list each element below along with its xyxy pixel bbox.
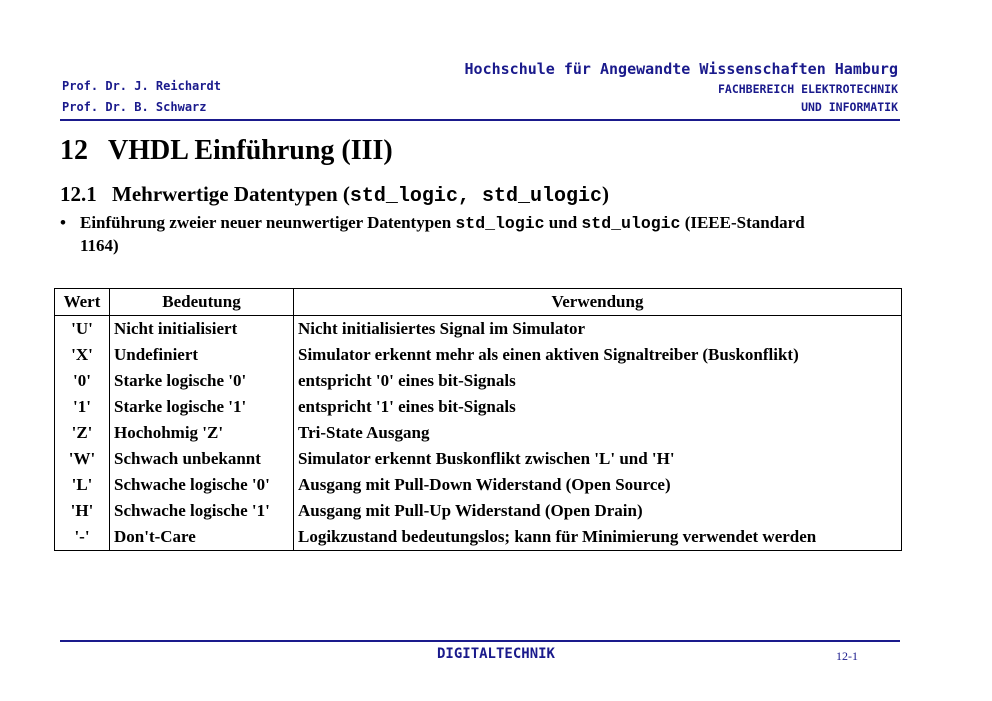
bullet-item	[60, 212, 905, 257]
cell-verwendung: Ausgang mit Pull-Up Widerstand (Open Drain)	[294, 498, 902, 524]
table-row	[55, 316, 902, 343]
table-header-row	[55, 289, 902, 316]
section-title: Mehrwertige Datentypen (	[112, 182, 350, 206]
faculty-line-2: UND INFORMATIK	[801, 100, 898, 114]
table-row	[55, 342, 902, 368]
section-heading	[60, 182, 609, 208]
chapter-number: 12	[60, 135, 88, 166]
bullet-code-2: std_ulogic	[581, 214, 681, 233]
bullet-line-2: 1164)	[80, 236, 119, 255]
bullet-line-1	[60, 212, 905, 235]
header-verwendung: Verwendung	[294, 289, 902, 316]
cell-verwendung: Ausgang mit Pull-Down Widerstand (Open Source)	[294, 472, 902, 498]
bullet-dot-icon: •	[60, 213, 66, 232]
cell-bedeutung: Hochohmig 'Z'	[110, 420, 294, 446]
bullet-text-1: Einführung zweier neuer neunwertiger Datentypen	[80, 213, 456, 232]
cell-bedeutung: Don't-Care	[110, 524, 294, 551]
cell-wert: 'H'	[55, 498, 110, 524]
cell-bedeutung: Starke logische '0'	[110, 368, 294, 394]
bullet-text-2: und	[544, 213, 582, 232]
section-title-code: std_logic, std_ulogic	[349, 185, 602, 208]
header-bedeutung: Bedeutung	[110, 289, 294, 316]
cell-wert: 'Z'	[55, 420, 110, 446]
cell-bedeutung: Nicht initialisiert	[110, 316, 294, 343]
cell-bedeutung: Schwach unbekannt	[110, 446, 294, 472]
section-title-end: )	[601, 182, 609, 206]
page-number: 12-1	[836, 649, 858, 663]
cell-verwendung: entspricht '1' eines bit-Signals	[294, 394, 902, 420]
cell-bedeutung: Schwache logische '0'	[110, 472, 294, 498]
university-name: Hochschule für Angewandte Wissenschaften Hamburg	[464, 60, 898, 78]
cell-bedeutung: Undefiniert	[110, 342, 294, 368]
footer-title: DIGITALTECHNIK	[436, 646, 555, 662]
header-wert: Wert	[55, 289, 110, 316]
cell-verwendung: Simulator erkennt mehr als einen aktiven Signaltreiber (Buskonflikt)	[294, 342, 902, 368]
cell-verwendung: Simulator erkennt Buskonflikt zwischen 'L' und 'H'	[294, 446, 902, 472]
cell-wert: 'W'	[55, 446, 110, 472]
table-row	[55, 498, 902, 524]
table-row	[55, 368, 902, 394]
cell-verwendung: Logikzustand bedeutungslos; kann für Minimierung verwendet werden	[294, 524, 902, 551]
cell-bedeutung: Schwache logische '1'	[110, 498, 294, 524]
table-row	[55, 446, 902, 472]
header-rule	[60, 119, 900, 121]
cell-verwendung: entspricht '0' eines bit-Signals	[294, 368, 902, 394]
cell-wert: '-'	[55, 524, 110, 551]
author-2: Prof. Dr. B. Schwarz	[62, 100, 207, 114]
std-logic-values-table	[54, 288, 902, 551]
cell-wert: '1'	[55, 394, 110, 420]
table-row	[55, 420, 902, 446]
cell-wert: 'U'	[55, 316, 110, 343]
bullet-text-3: (IEEE-Standard	[680, 213, 805, 232]
table-row	[55, 394, 902, 420]
chapter-title: VHDL Einführung (III)	[108, 135, 393, 166]
cell-wert: '0'	[55, 368, 110, 394]
cell-verwendung: Nicht initialisiertes Signal im Simulator	[294, 316, 902, 343]
table-row	[55, 524, 902, 551]
cell-wert: 'L'	[55, 472, 110, 498]
bullet-code-1: std_logic	[455, 214, 545, 233]
faculty-line-1: FACHBEREICH ELEKTROTECHNIK	[717, 82, 898, 96]
cell-bedeutung: Starke logische '1'	[110, 394, 294, 420]
cell-wert: 'X'	[55, 342, 110, 368]
author-1: Prof. Dr. J. Reichardt	[62, 79, 221, 93]
chapter-heading	[60, 135, 393, 167]
table-row	[55, 472, 902, 498]
cell-verwendung: Tri-State Ausgang	[294, 420, 902, 446]
footer-rule	[60, 640, 900, 642]
section-number: 12.1	[60, 182, 97, 206]
